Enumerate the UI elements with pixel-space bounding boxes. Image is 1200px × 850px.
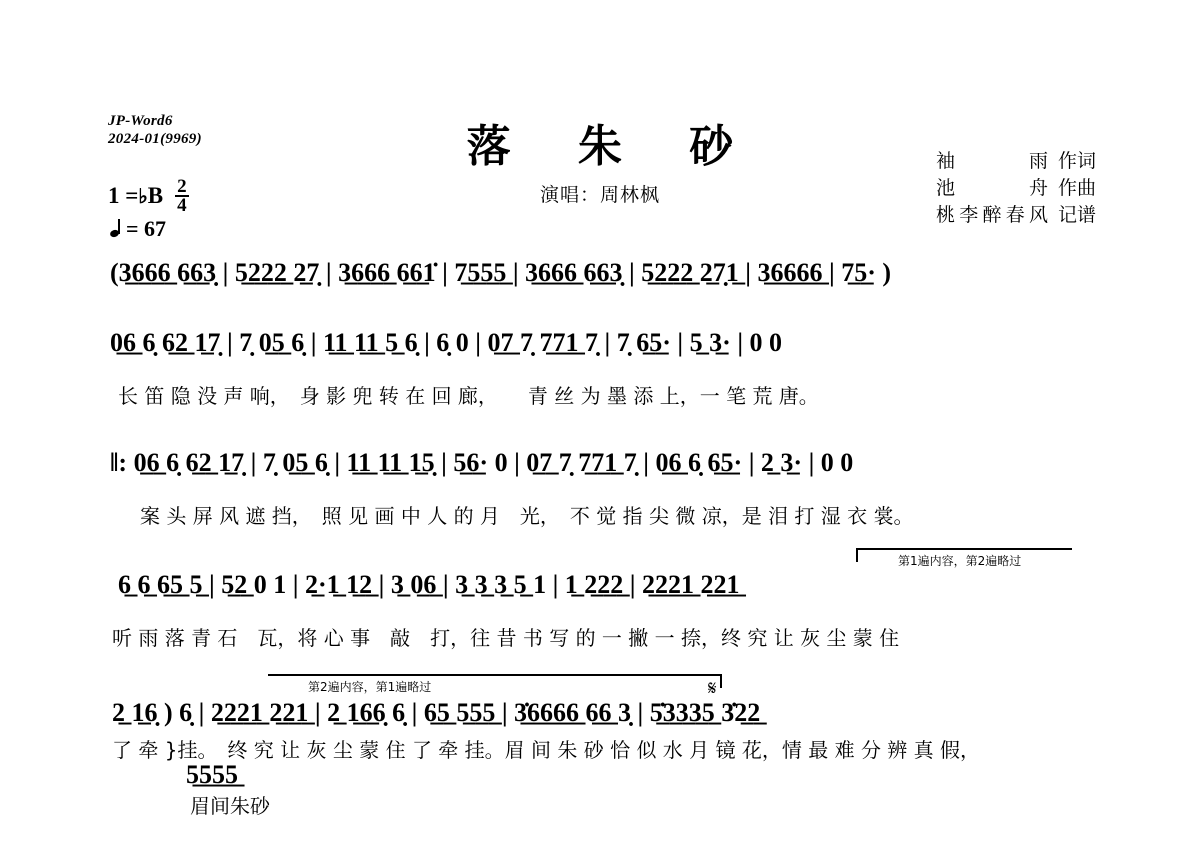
lyrics-line-alt: 眉间朱砂	[190, 794, 270, 818]
flat-icon: ♭	[138, 185, 148, 208]
credit-role: 作词	[1057, 150, 1096, 172]
volta-label-1: 第1遍内容，第2遍略过	[898, 554, 1022, 568]
segno-icon: 𝄋	[708, 676, 717, 700]
credit-row	[936, 175, 1096, 202]
credit-role: 记谱	[1057, 204, 1096, 226]
notes-line: (3̲6̲6̲6̲ 6̲6̲3̣ | 5̲2̲2̲2̲ 2̲7̣ | 3̲6̲6̲6̲ 6̲6̲1̇ | 7̲5̲5̲5̲ | 3̲6̲6̲6̲ 6̲6̲3̣ | 5̲2̲2̲2̲ 2̲7̣1̲ | 3̲6̲6̲6̲6̲ | 7̲5̲· )	[110, 258, 892, 287]
credit-name: 桃李醉春风	[935, 204, 1048, 226]
volta-label-2: 第2遍内容，第1遍略过	[308, 680, 432, 694]
lyrics-line: 了 牵 }挂。 终 究 让 灰 尘 蒙 住 了 牵 挂。眉 间 朱 砂 恰 似 水 月 镜 花，情 最 难 分 辨 真 假，	[112, 738, 981, 762]
credit-row	[936, 202, 1096, 229]
document-id-line2: 2024-01(9969)	[108, 131, 202, 147]
quarter-note-icon	[110, 219, 122, 239]
notes-line: 6̲ 6̲ 6̲5̲ 5̲ | 5̲2̲ 0 1 | 2̲·1̲ 1̲2̲ | 3̲ 0̲6̲ | 3̲ 3̲ 3̲ 5̲ 1 | 1̲ 2̲2̲2̲ | 2̲2̲2̲1̲ 2̲2̲1̲	[118, 570, 740, 599]
key-signature	[108, 178, 189, 214]
key-letter: B	[147, 183, 164, 208]
time-signature	[175, 178, 189, 214]
time-signature-denominator: 4	[177, 195, 187, 216]
tempo-value: = 67	[126, 216, 167, 241]
time-signature-numerator: 2	[177, 176, 187, 197]
credit-row	[936, 148, 1096, 175]
document-id-line1: JP-Word6	[108, 113, 173, 129]
lyrics-line: 长 笛 隐 没 声 响， 身 影 兜 转 在 回 廊， 青 丝 为 墨 添 上，一 笔 荒 唐。	[118, 384, 819, 408]
notes-line: 0̲6̲ 6̣ 6̲2̲ 1̲7̣ | 7̣ 0̲5̲ 6̣ | 1̲1̲ 1̲1̲ 5̲ 6̣ | 6̣ 0 | 0̲7̲ 7̣ 7̲7̲1̲ 7̣ | 7̣ 6̲5̲· | 5̲ 3̲· | 0 0	[110, 328, 783, 357]
page-title: 落 朱 砂	[466, 121, 760, 172]
notes-line-alt: 5̲5̲5̲5̲	[186, 760, 238, 789]
credit-name: 池舟	[935, 177, 1048, 199]
lyrics-line: 听 雨 落 青 石 瓦，将 心 事 敲 打，往 昔 书 写 的 一 撇 一 捺，终 究 让 灰 尘 蒙 住	[112, 626, 900, 650]
key-label: 1 =	[108, 183, 139, 208]
notes-line: ‖: 0̲6̲ 6̣ 6̲2̲ 1̲7̣ | 7̣ 0̲5̲ 6̣ | 1̲1̲ 1̲1̲ 1̲5̣ | 5̲6̲· 0 | 0̲7̲ 7̣ 7̲7̲1̲ 7̣ | 0̲6̲ 6̣ 6̲5̲· | 2̲ 3̲· | 0 0	[110, 448, 854, 477]
lyrics-line: 案 头 屏 风 遮 挡， 照 见 画 中 人 的 月 光， 不 觉 指 尖 微 凉，是 泪 打 湿 衣 裳。	[140, 504, 914, 528]
singer-line: 演唱：周林枫	[539, 184, 660, 206]
credits-block	[936, 148, 1096, 229]
credit-name: 袖雨	[935, 150, 1048, 172]
credit-role: 作曲	[1057, 177, 1096, 199]
notes-line: 2̲ 1̲6̣ ) 6̣ | 2̲2̲2̲1̲ 2̲2̲1̲ | 2̲ 1̲6̲6̣ 6̣ | 6̲5̲ 5̲5̲5̲ | 3̲̇6̲6̲6̲6̲ 6̲6̲ 3̣ | 5̲̇3̲3̲3̲5̲ 3̇2̲2̲	[112, 698, 761, 727]
tempo-marking	[110, 216, 166, 242]
